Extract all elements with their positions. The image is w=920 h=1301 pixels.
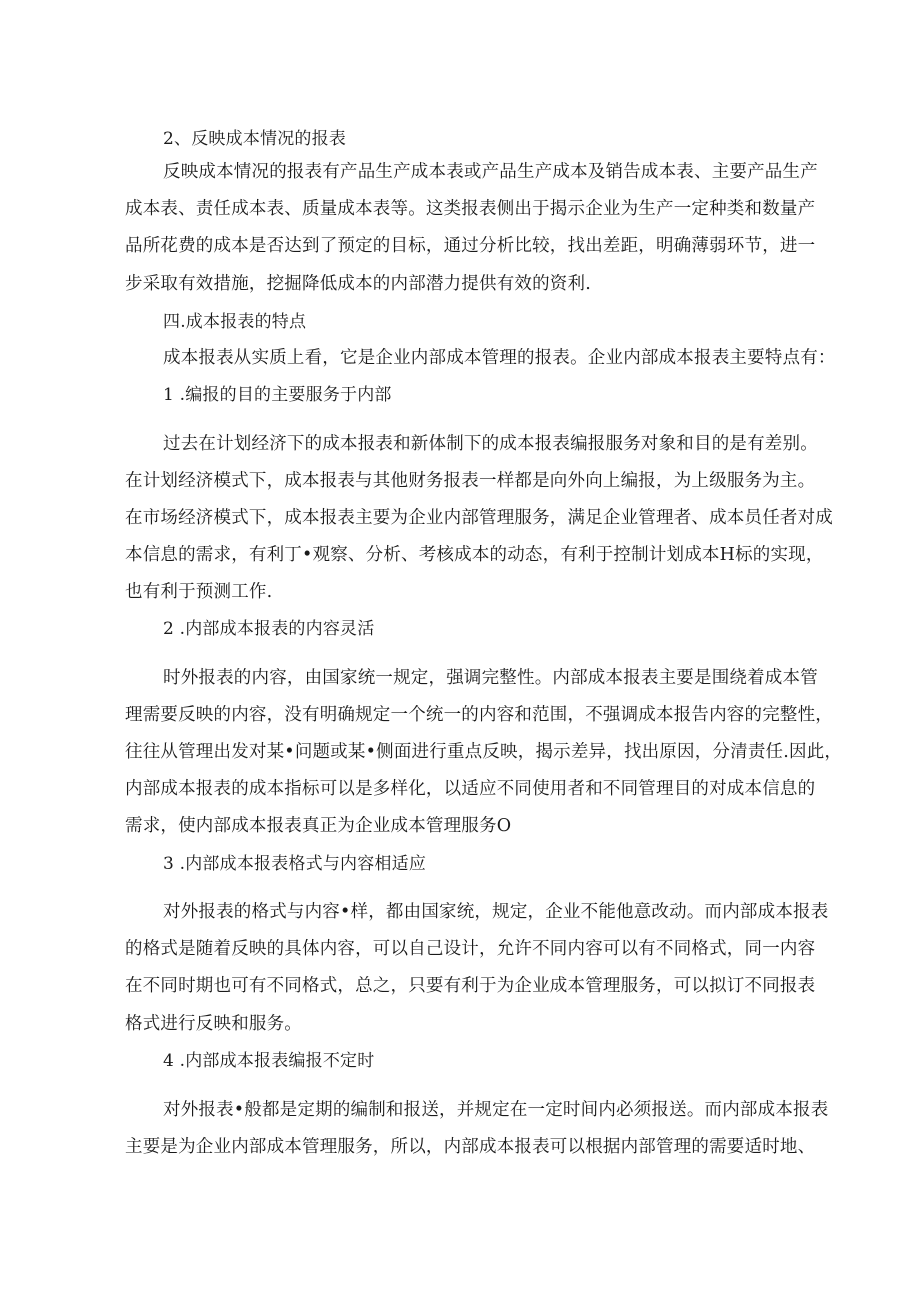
paragraph-line: 成本报表从实质上看，它是企业内部成本管理的报表。企业内部成本报表主要特点有： [163,348,836,368]
section-heading-characteristics: 四.成本报表的特点 [163,312,307,332]
paragraph-line: 成本表、责任成本表、质量成本表等。这类报表侧出于揭示企业为生产一定种类和数量产 [125,199,816,219]
paragraph-line: 本信息的需求，有利丁•观察、分析、考核成本的动态，有利于控制计划成本H标的实现， [125,545,824,565]
paragraph-line: 在计划经济模式下，成本报表与其他财务报表一样都是向外向上编报，为上级服务为主。 [125,471,816,491]
subheading-format-content: 3 .内部成本报表格式与内容相适应 [163,854,427,874]
paragraph-line: 也有利于预测工作. [125,582,273,602]
paragraph-line: 时外报表的内容，由国家统一规定，强调完整性。内部成本报表主要是围绕着成本管 [163,668,818,688]
paragraph-line: 对外报表•般都是定期的编制和报送，并规定在一定时间内必须报送。而内部成本报表 [163,1100,829,1120]
paragraph-line: 内部成本报表的成本指标可以是多样化，以适应不同使用者和不同管理目的对成本信息的 [125,779,816,799]
paragraph-line: 在不同时期也可有不同格式，总之，只要有利于为企业成本管理服务，可以拟订不同报表 [125,976,816,996]
paragraph-line: 格式进行反映和服务。 [125,1014,302,1034]
paragraph-line: 对外报表的格式与内容•样，都由国家统，规定，企业不能他意改动。而内部成本报表 [163,902,829,922]
paragraph-line: 步采取有效措施，挖掘降低成本的内部潜力提供有效的资利. [125,274,591,294]
subheading-irregular-timing: 4 .内部成本报表编报不定时 [163,1051,375,1071]
paragraph-line: 品所花费的成本是否达到了预定的目标，通过分析比较，找出差距，明确薄弱环节，进一 [125,236,816,256]
paragraph-line: 在市场经济模式下，成本报表主要为企业内部管理服务，满足企业管理者、成本员任者对成 [125,508,833,528]
subheading-content-flexible: 2 .内部成本报表的内容灵活 [163,619,375,639]
paragraph-line: 往往从管理出发对某•问题或某•侧面进行重点反映，揭示差异，找出原因，分清责任.因此， [125,742,843,762]
paragraph-line: 主要是为企业内部成本管理服务，所以，内部成本报表可以根据内部管理的需要适时地、 [125,1137,816,1157]
paragraph-line: 过去在计划经济下的成本报表和新体制下的成本报表编报服务对象和目的是有差别。 [163,434,818,454]
paragraph-line: 反映成本情况的报表有产品生产成本表或产品生产成本及销告成本表、主要产品生产 [163,162,818,182]
paragraph-line: 理需要反映的内容，没有明确规定一个统一的内容和范围，不强调成本报告内容的完整性， [125,705,833,725]
paragraph-line: 的格式是随着反映的具体内容，可以自己设计，允许不同内容可以有不同格式，同一内容 [125,939,816,959]
section-heading-cost-report-type: 2、反映成本情况的报表 [163,129,347,149]
subheading-purpose: 1 .编报的目的主要服务于内部 [163,385,392,405]
paragraph-line: 需求，使内部成本报表真正为企业成本管理服务O [125,816,512,836]
